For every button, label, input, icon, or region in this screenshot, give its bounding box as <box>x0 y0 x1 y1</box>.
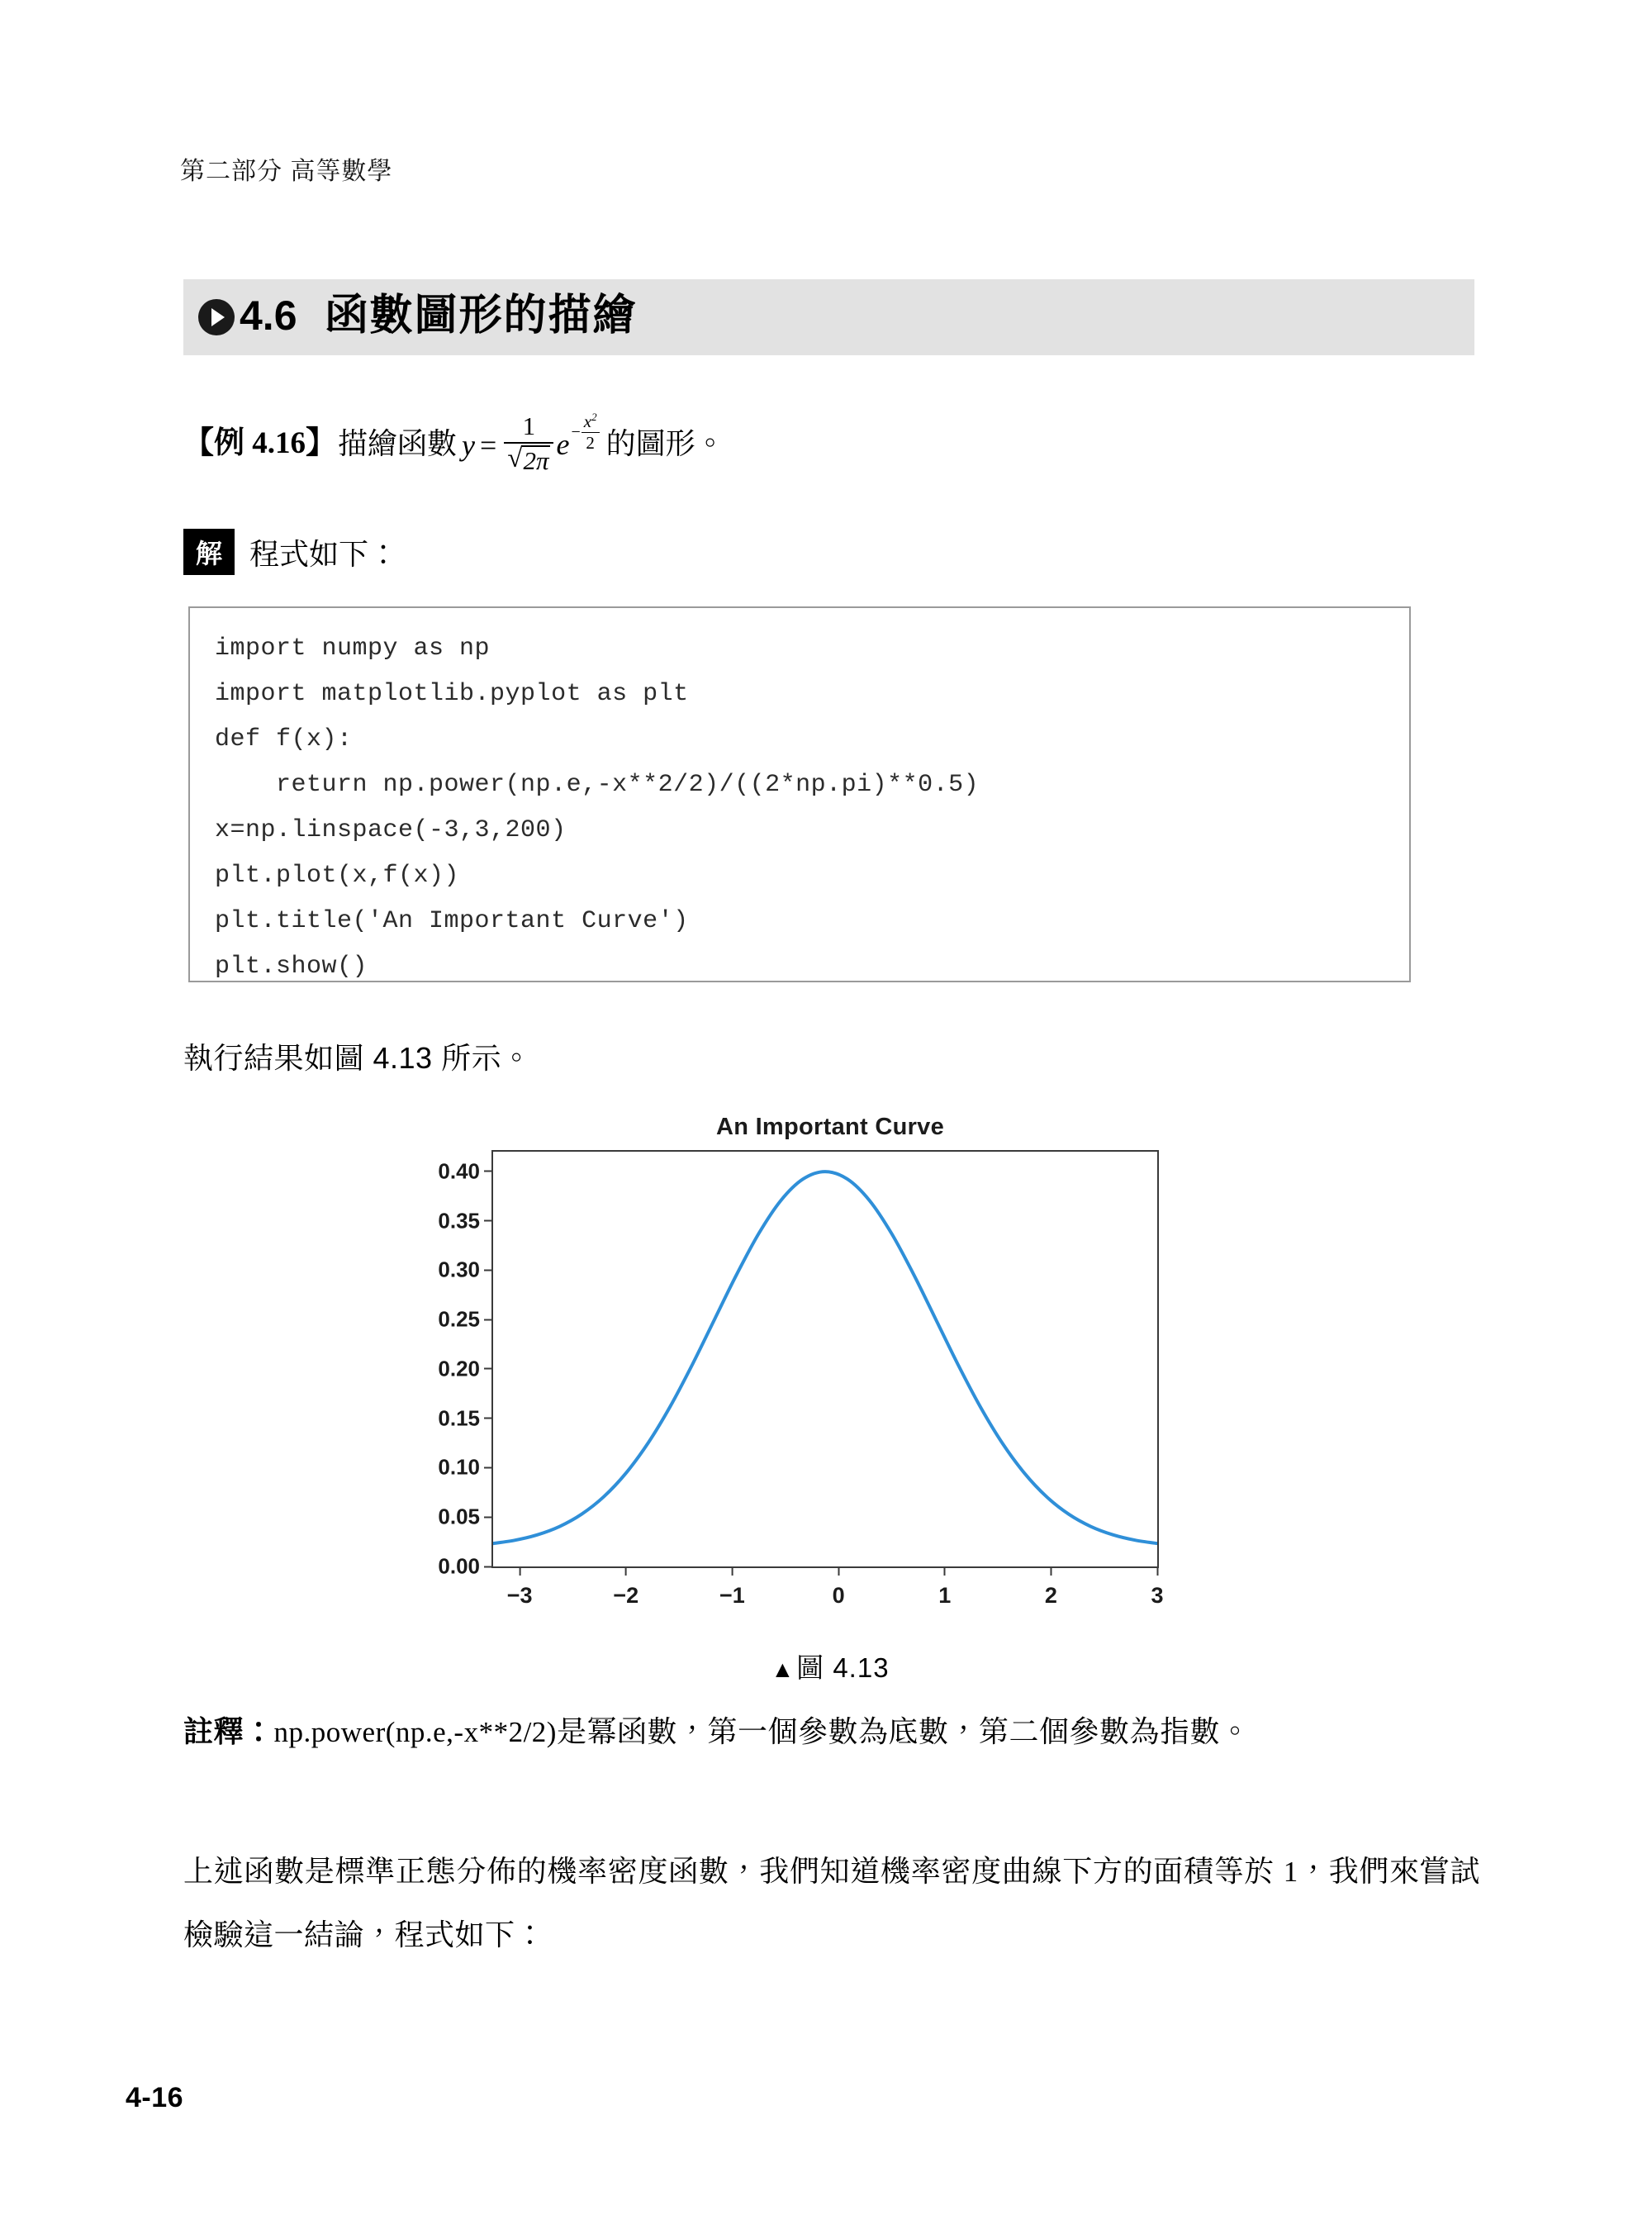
formula-equals: = <box>480 428 497 462</box>
x-tick-label: 0 <box>832 1583 845 1608</box>
square-root-icon <box>507 445 550 475</box>
section-heading <box>183 279 1474 355</box>
solution-line <box>183 529 398 575</box>
code-line: plt.show() <box>215 953 368 981</box>
figure-caption <box>417 1647 1243 1685</box>
solution-text: 程式如下： <box>249 536 399 571</box>
formula-lhs: y <box>462 428 475 462</box>
radical-glyph: √ <box>507 443 523 473</box>
y-tick-label: 0.05 <box>438 1504 480 1529</box>
example-tag: 【例 4.16】 <box>183 426 336 461</box>
closing-paragraph <box>183 1840 1480 1966</box>
plot-area <box>438 1150 1164 1608</box>
x-tick-label: −1 <box>719 1583 745 1608</box>
y-tick-label: 0.10 <box>438 1454 480 1480</box>
exponential-base: e <box>556 427 570 461</box>
curve-line <box>493 1172 1157 1543</box>
curve-plot <box>493 1152 1157 1566</box>
code-block <box>188 606 1411 982</box>
x-tick-label: 3 <box>1151 1583 1164 1608</box>
code-line: plt.plot(x,f(x)) <box>215 862 460 890</box>
exponent-numerator: $x^2$ <box>583 410 597 431</box>
y-tick-label: 0.40 <box>438 1158 480 1184</box>
closing-part2: ，我們來嘗試檢驗這一結論，程式如下： <box>183 1854 1480 1951</box>
running-header: 第二部分 高等數學 <box>180 158 393 185</box>
note-paragraph <box>183 1700 1480 1764</box>
exponent-denominator: 2 <box>586 433 595 454</box>
section-number: 4.6 <box>240 292 297 339</box>
code-line: import numpy as np <box>215 635 491 663</box>
code-line: x=np.linspace(-3,3,200) <box>215 816 567 844</box>
chart <box>417 1114 1243 1626</box>
figure <box>417 1114 1243 1683</box>
radicand: 2π <box>523 445 549 475</box>
formula-fraction <box>504 413 553 474</box>
code-line: def f(x): <box>215 725 353 753</box>
solution-badge: 解 <box>183 529 235 575</box>
note-label: 註釋： <box>183 1714 274 1748</box>
x-tick-label: −2 <box>613 1583 639 1608</box>
code-line: import matplotlib.pyplot as plt <box>215 680 689 708</box>
fraction-denominator <box>504 445 553 475</box>
result-text: 執行結果如圖 4.13 所示。 <box>183 1041 532 1075</box>
code-line: return np.power(np.e,-x**2/2)/((2*np.pi)**0.5) <box>215 771 980 799</box>
fraction-numerator: 1 <box>522 411 536 440</box>
note-code-fragment: np.power(np.e,-x**2/2) <box>273 1716 557 1748</box>
y-tick-label: 0.15 <box>438 1405 480 1431</box>
example-line <box>183 410 1480 475</box>
y-tick-label: 0.25 <box>438 1306 480 1332</box>
y-tick-label: 0.20 <box>438 1356 480 1381</box>
closing-part1: 上述函數是標準正態分佈的機率密度函數，我們知道機率密度曲線下方的面積等於 <box>183 1854 1284 1888</box>
exponent-fraction <box>582 411 600 454</box>
x-tick-label: 1 <box>938 1583 952 1608</box>
y-tick-label: 0.35 <box>438 1208 480 1233</box>
formula-exponential <box>556 410 599 467</box>
section-title: 函數圖形的描繪 <box>325 292 638 340</box>
caption-triangle-icon: ▲ <box>771 1656 795 1682</box>
play-triangle-icon <box>198 299 235 335</box>
exponent <box>571 411 599 454</box>
chart-title: An Important Curve <box>715 1114 945 1140</box>
caption-text: 圖 4.13 <box>796 1652 890 1683</box>
example-trail-text: 的圖形。 <box>605 425 725 460</box>
note-body: 是冪函數，第一個參數為底數，第二個參數為指數。 <box>556 1714 1251 1748</box>
example-lead-text: 描繪函數 <box>338 425 458 460</box>
y-tick-label: 0.30 <box>438 1257 480 1282</box>
page-number: 4-16 <box>126 2082 184 2113</box>
exponent-sign: − <box>571 422 581 441</box>
closing-value: 1 <box>1283 1856 1298 1888</box>
y-tick-label: 0.00 <box>438 1553 480 1579</box>
code-line: plt.title('An Important Curve') <box>215 907 689 935</box>
x-tick-label: −3 <box>506 1583 533 1608</box>
x-tick-label: 2 <box>1044 1583 1057 1608</box>
inline-formula <box>462 410 600 476</box>
